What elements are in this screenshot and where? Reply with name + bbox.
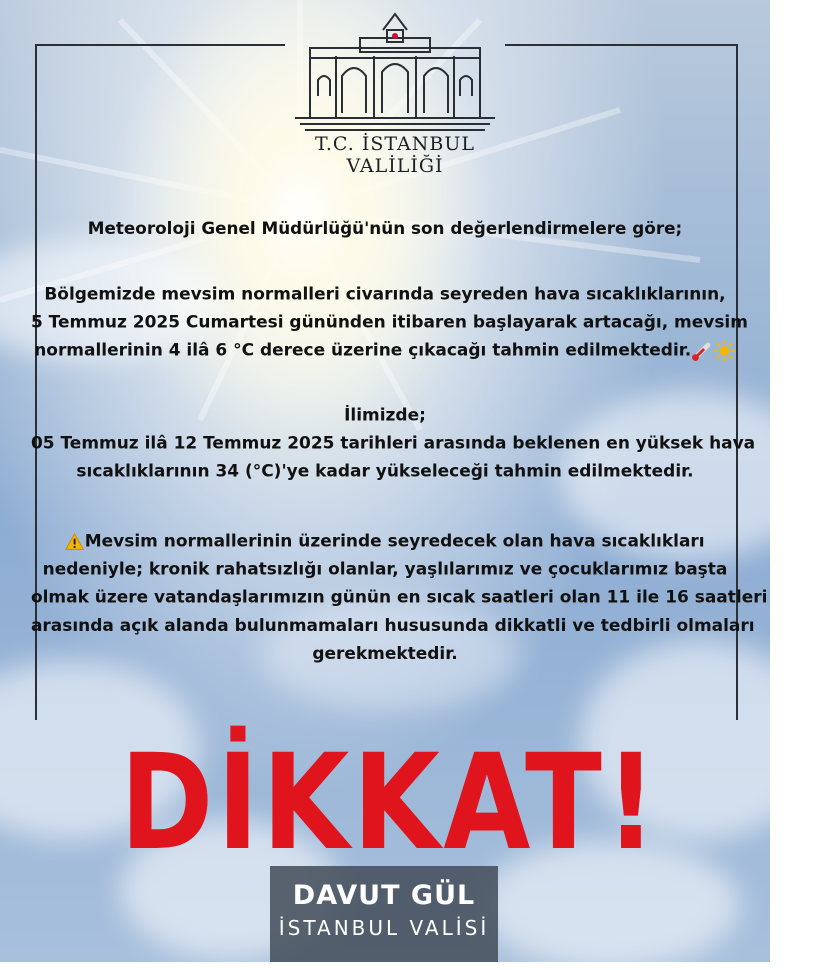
text-line: 5 Temmuz 2025 Cumartesi gününden itibaren başlayarak artacağı, mevsim — [30, 313, 748, 333]
text-line: İlimizde; — [344, 405, 426, 426]
text-line: arasında açık alanda bulunmamaları hususunda dikkatli ve tedbirli olmaları — [30, 616, 755, 636]
governor-name: DAVUT GÜL — [292, 880, 476, 911]
warning-icon — [65, 533, 84, 550]
sun-icon — [713, 339, 736, 362]
announcement-paragraph-3 — [30, 528, 768, 669]
text-line — [31, 528, 739, 556]
announcement-paragraph-2 — [30, 402, 756, 486]
text-line: olmak üzere vatandaşlarımızın günün en sıcak saatleri olan 11 ile 16 saatleri — [30, 588, 768, 608]
frame-line — [35, 44, 285, 46]
text-line: Bölgemizde mevsim normalleri civarında seyreden hava sıcaklıklarının, — [44, 284, 726, 305]
text-line: nedeniyle; kronik rahatsızlığı olanlar, yaşlılarımız ve çocuklarımız başta — [42, 560, 728, 580]
thermometer-icon — [691, 340, 712, 361]
signature-box — [270, 866, 498, 962]
announcement-intro — [35, 216, 736, 244]
governorship-building-logo — [290, 8, 500, 134]
text-line — [31, 337, 739, 365]
announcement-paragraph-1 — [30, 281, 748, 365]
dikkat-headline-text: DİKKAT! — [120, 726, 754, 880]
text-line-content: Mevsim normallerinin üzerinde seyredecek olan hava sıcaklıkları — [84, 531, 705, 552]
text-line: sıcaklıklarının 34 (°C)'ye kadar yükseleceği tahmin edilmektedir. — [76, 462, 694, 482]
dikkat-headline — [110, 720, 754, 880]
frame-line — [505, 44, 738, 46]
text-line: gerekmektedir. — [312, 644, 458, 664]
text-line: Meteoroloji Genel Müdürlüğü'nün son değerlendirmelere göre; — [87, 219, 683, 240]
governor-title: İSTANBUL VALİSİ — [278, 916, 490, 940]
text-line-content: normallerinin 4 ilâ 6 °C derece üzerine çıkacağı tahmin edilmektedir. — [34, 341, 692, 361]
institution-name: T.C. İSTANBUL VALİLİĞİ — [315, 133, 475, 177]
text-line: 05 Temmuz ilâ 12 Temmuz 2025 tarihleri arasında beklenen en yüksek hava — [30, 434, 756, 454]
